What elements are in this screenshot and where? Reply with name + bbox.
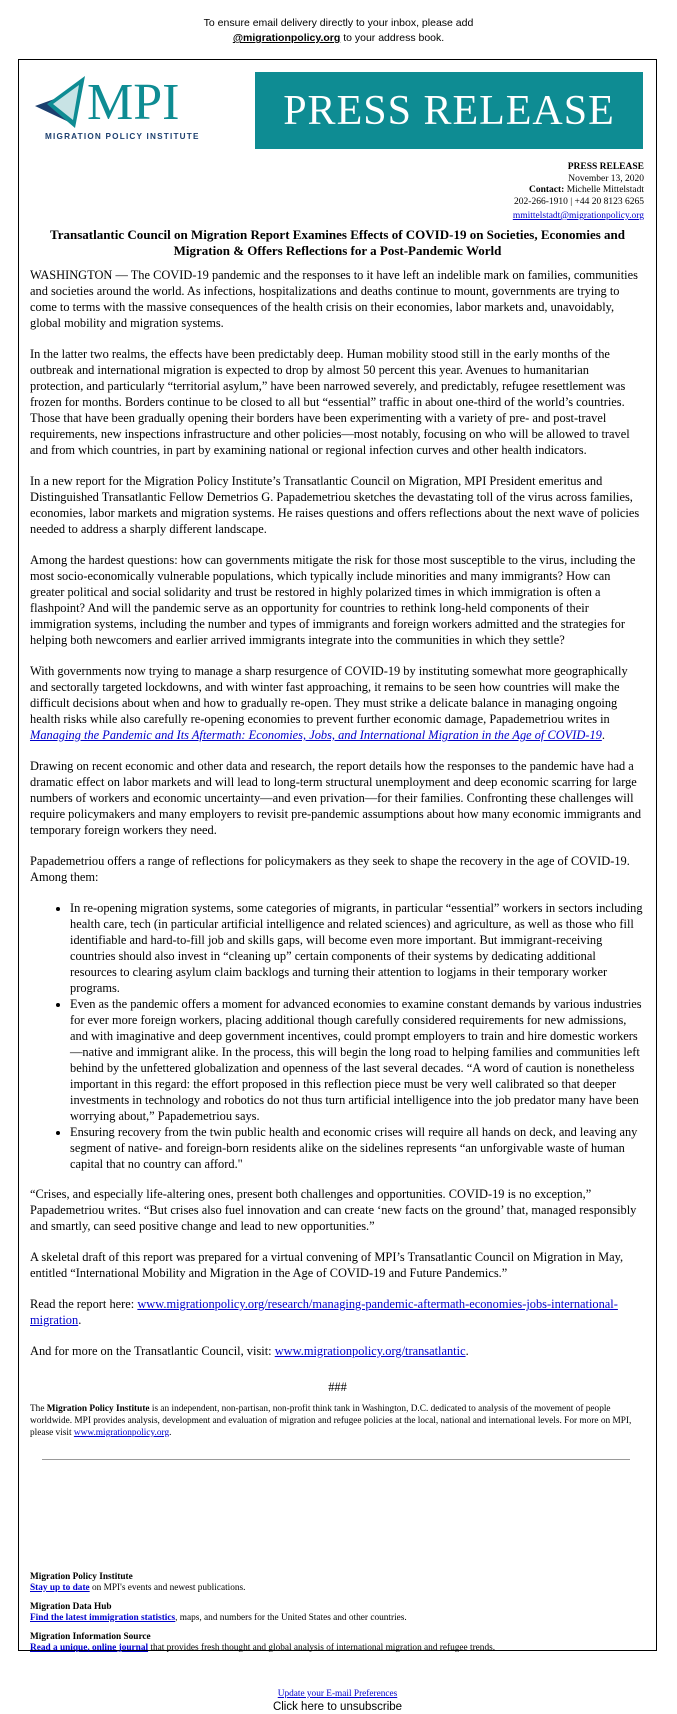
paragraph: A skeletal draft of this report was prepared for a virtual convening of MPI’s Transatlantic Council on Migration in May, entitled “International Mobility and Migration in the Age of COVID-19 and Future Pandemics.” xyxy=(30,1250,624,1280)
paragraph: “Crises, and especially life-altering ones, present both challenges and opportunities. COVID-19 is no exception,” Papademetriou writes. “But crises also fuel innovation and can create ‘new facts on the ground’ that, managed responsibly and smartly, can seed positive change and lead to new opportunities.” xyxy=(30,1187,637,1233)
footer-links xyxy=(19,1688,656,1714)
unsubscribe-link[interactable]: Click here to unsubscribe xyxy=(272,1701,403,1713)
mpi-logo[interactable] xyxy=(33,73,233,143)
paragraph: With governments now trying to manage a sharp resurgence of COVID-19 by instituting somewhat more geographically and sectorally targeted lockdowns, and with winter fast approaching, it remains to be seen how countries will make the difficult decisions about when and how to gradually re-open. They must strike a delicate balance in managing ongoing health risks while also carefully re-opening economies to prevent further economic damage, Papademetriou writes in Managing the Pandemic and Its Aftermath: Economies, Jobs, and International Migration in the Age of COVID-19. xyxy=(30,664,628,742)
transatlantic-url-link[interactable]: www.migrationpolicy.org/transatlantic xyxy=(274,1344,466,1358)
report-title-link[interactable]: Managing the Pandemic and Its Aftermath: Economies, Jobs, and International Migration in the Age of COVID-19 xyxy=(30,728,602,742)
paragraph: And for more on the Transatlantic Council, visit: www.migrationpolicy.org/transatlantic. xyxy=(30,1344,469,1358)
preheader-line2: @migrationpolicy.org to your address book. xyxy=(232,32,445,44)
footer-source-title: Migration Information Source xyxy=(30,1632,151,1642)
footer-data-hub: Migration Data Hub Find the latest immigration statistics, maps, and numbers for the United States and other countries. xyxy=(30,1602,645,1624)
paragraph: WASHINGTON — The COVID-19 pandemic and the responses to it have left an indelible mark on families, communities and societies around the world. As infections, hospitalizations and deaths continue to mount, governments are trying to come to terms with the massive consequences of the health crisis on their economies, labor markets and, unavoidably, global mobility and migration systems. xyxy=(30,268,638,330)
divider xyxy=(42,1459,630,1460)
update-preferences-link[interactable]: Update your E-mail Preferences xyxy=(277,1689,398,1699)
preheader xyxy=(0,16,677,46)
headline: Transatlantic Council on Migration Report Examines Effects of COVID-19 on Societies, Economies and Migration & Offers Reflections for a Post-Pandemic World xyxy=(50,227,625,258)
press-release-body xyxy=(30,227,645,1460)
press-release-banner: PRESS RELEASE xyxy=(255,72,643,149)
logo-letters: MPI xyxy=(87,74,180,131)
footer-hub-title: Migration Data Hub xyxy=(30,1602,112,1612)
online-journal-link[interactable]: Read a unique, online journal xyxy=(30,1643,149,1653)
paragraph: In a new report for the Migration Policy Institute’s Transatlantic Council on Migration, MPI President emeritus and Distinguished Transatlantic Fellow Demetrios G. Papademetriou sketches the devastating toll of the virus across families, economies, labor markets and migration systems. He raises questions and offers reflections about the next wave of policies needed to address a sharply different landscape. xyxy=(30,474,640,536)
press-release-label: PRESS RELEASE xyxy=(567,162,644,172)
footer-info-source: Migration Information Source Read a unique, online journal that provides fresh thought and global analysis of international migration and refugee trends. xyxy=(30,1632,645,1654)
list-item: • Ensuring recovery from the twin public health and economic crises will require all hands on deck, and leaving any segment of native- and foreign-born residents alike on the sidelines represents “an unforgivable waste of human capital that no country can afford." xyxy=(70,1124,645,1172)
contact-block xyxy=(513,162,644,223)
contact-email-link[interactable]: mmittelstadt@migrationpolicy.org xyxy=(512,211,644,221)
list-item: • In re-opening migration systems, some categories of migrants, in particular “essential” workers in sectors including health care, tech (in particular artificial intelligence and related sciences) and agriculture, as well as those who fill identifiable and hard-to-fill job and skills gaps, will become even more important. But immigrant-receiving countries should also invest in “cleaning up” certain components of their systems by dedicating additional resources to clearing asylum claim backlogs and turning their attention to logjams in their temporary worker programs. xyxy=(70,900,645,996)
email-frame xyxy=(18,59,657,1713)
about-mpi: The Migration Policy Institute is an independent, non-partisan, non-profit think tank in Washington, D.C. dedicated to analysis of the movement of people worldwide. MPI provides analysis, development and evaluation of migration and refugee policies at the local, national and international levels. For more on MPI, please visit www.migrationpolicy.org. xyxy=(30,1404,632,1438)
immigration-statistics-link[interactable]: Find the latest immigration statistics xyxy=(30,1613,176,1623)
logo-subtitle: MIGRATION POLICY INSTITUTE xyxy=(45,132,200,141)
paragraph: Drawing on recent economic and other data and research, the report details how the responses to the pandemic have had a dramatic effect on labor markets and will lead to long-term structural unemployment and deep economic scarring for large numbers of workers and economic uncertainty—and even privation—for their families. Confronting these challenges will require policymakers and many employers to revisit pre-pandemic assumptions about how many economic immigrants and temporary foreign workers they need. xyxy=(30,759,642,837)
release-date: November 13, 2020 xyxy=(568,173,644,184)
paragraph: In the latter two realms, the effects have been predictably deep. Human mobility stood still in the early months of the outbreak and international migration is expected to drop by almost 50 percent this year. Avenues to humanitarian protection, and particularly “territorial asylum,” have been narrowed severely, and predictably, refugee resettlement was frozen for months. Borders continue to be closed to all but “essential” traffic in about one-third of the world’s countries. Those that have been gradually opening their borders have been experimenting with a variety of pre- and post-travel requirements, new inspections infrastructure and other policies—most notably, focusing on who will be allowed to travel and from which countries, in part by examining national or regional infection curves and other health indicators. xyxy=(30,347,630,457)
paragraph: Read the report here: www.migrationpolicy.org/research/managing-pandemic-aftermath-economies-jobs-international-migration. xyxy=(30,1297,618,1327)
footer-mpi-title: Migration Policy Institute xyxy=(30,1572,133,1582)
paragraph: Papademetriou offers a range of reflections for policymakers as they seek to shape the recovery in the age of COVID-19. Among them: xyxy=(30,854,630,884)
mpi-website-link[interactable]: www.migrationpolicy.org xyxy=(73,1428,170,1438)
reflections-list xyxy=(30,900,645,1172)
contact-phones: 202-266-1910 | +44 20 8123 6265 xyxy=(514,196,644,207)
email-address-link[interactable]: @migrationpolicy.org xyxy=(232,32,341,44)
contact-line: Contact: Michelle Mittelstadt xyxy=(528,185,644,195)
report-url-link[interactable]: www.migrationpolicy.org/research/managing-pandemic-aftermath-economies-jobs-international-migration xyxy=(30,1297,618,1327)
footer-mpi: Migration Policy Institute Stay up to date on MPI's events and newest publications. xyxy=(30,1572,645,1594)
end-marker: ### xyxy=(328,1380,347,1394)
paragraph: Among the hardest questions: how can governments mitigate the risk for those most susceptible to the virus, including the most socio-economically vulnerable populations, which typically include minorities and many immigrants? How can greater political and social solidarity and trust be restored in highly polarized times in which immigration is often a flashpoint? And will the pandemic serve as an opportunity for countries to rethink long-held components of their immigration systems, including the number and types of immigrants and foreign workers admitted and the strategies for helping both newcomers and earlier arrived immigrants integrate into the communities in which they settle? xyxy=(30,553,636,647)
list-item: • Even as the pandemic offers a moment for advanced economies to examine constant demands by various industries for ever more foreign workers, placing additional though carefully considered requirements for new admissions, and with imaginative and deep government incentives, could prompt employers to train and hire domestic workers—native and immigrant alike. In the process, this will begin the long road to helping families and communities left behind by the unfettered globalization and openness of the last several decades. “A word of caution is nonetheless important in this regard: the effort proposed in this reflection piece must be very well calibrated so that deeper investments in technology and robotics do not thus turn artificial intelligence into the job predator many have been worrying about,” Papademetriou says. xyxy=(70,996,645,1124)
mpi-logo-mark xyxy=(33,73,233,143)
stay-up-to-date-link[interactable]: Stay up to date xyxy=(30,1583,90,1593)
preheader-line1: To ensure email delivery directly to your inbox, please add xyxy=(203,17,474,29)
footer xyxy=(30,1572,645,1662)
